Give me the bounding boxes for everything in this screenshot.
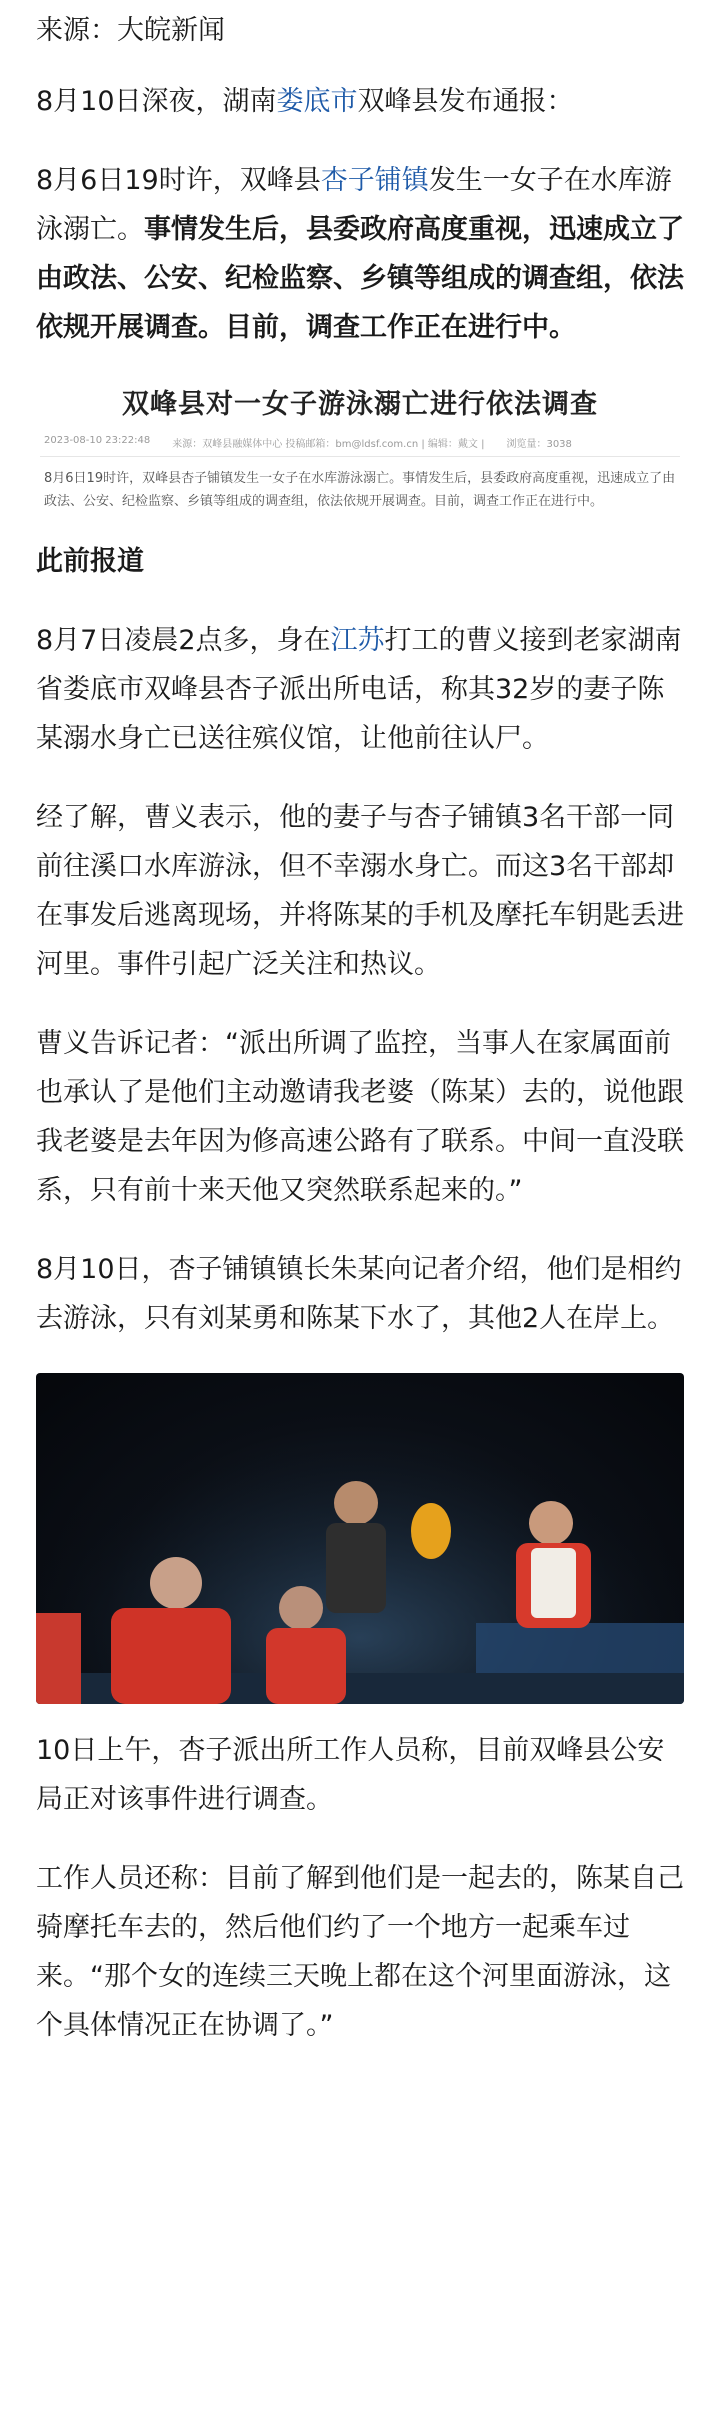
notice-views: 浏览量：3038 xyxy=(506,439,572,450)
paragraph-3: 曹义告诉记者：“派出所调了监控，当事人在家属面前也承认了是他们主动邀请我老婆（陈某）去的，说他跟我老婆是去年因为修高速公路有了联系。中间一直没联系，只有前十来天他又突然联系起来的。” xyxy=(36,1028,684,1206)
jiangsu-link[interactable]: 江苏 xyxy=(330,625,385,656)
notice-meta xyxy=(40,435,680,457)
rescue-photo[interactable] xyxy=(36,1373,684,1704)
section-heading: 此前报道 xyxy=(36,546,144,577)
report-text-after: 发生一女子在水库游泳溺亡。 xyxy=(36,165,672,245)
paragraph-2: 经了解，曹义表示，他的妻子与杏子铺镇3名干部一同前往溪口水库游泳，但不幸溺水身亡。而这3名干部却在事发后逃离现场，并将陈某的手机及摩托车钥匙丢进河里。事件引起广泛关注和热议。 xyxy=(36,802,684,980)
loudi-link[interactable]: 娄底市 xyxy=(276,86,358,117)
paragraph-6: 工作人员还称：目前了解到他们是一起去的，陈某自己骑摩托车去的，然后他们约了一个地方一起乘车过来。“那个女的连续三天晚上都在这个河里面游泳，这个具体情况正在协调了。” xyxy=(36,1863,684,2041)
report-paragraph xyxy=(36,156,684,352)
paragraph-5: 10日上午，杏子派出所工作人员称，目前双峰县公安局正对该事件进行调查。 xyxy=(36,1735,665,1815)
notice-screenshot xyxy=(36,382,684,513)
paragraph-4: 8月10日，杏子铺镇镇长朱某向记者介绍，他们是相约去游泳，只有刘某勇和陈某下水了，其他2人在岸上。 xyxy=(36,1254,682,1334)
intro-paragraph xyxy=(36,77,684,126)
p1-text-before: 8月7日凌晨2点多，身在 xyxy=(36,625,331,656)
notice-source: 来源：双峰县融媒体中心 投稿邮箱：bm@ldsf.com.cn | 编辑：戴文 | xyxy=(172,439,485,450)
rescue-photo-image xyxy=(36,1373,684,1704)
notice-title: 双峰县对一女子游泳溺亡进行依法调查 xyxy=(122,389,598,420)
intro-text-2: 双峰县发布通报： xyxy=(357,86,574,117)
source-line: 来源：大皖新闻 xyxy=(36,15,225,46)
p1-text-after: 打工的曹义接到老家湖南省娄底市双峰县杏子派出所电话，称其32岁的妻子陈某溺水身亡已送往殡仪馆，让他前往认尸。 xyxy=(36,625,682,754)
report-text-before: 8月6日19时许，双峰县 xyxy=(36,165,321,196)
notice-date: 2023-08-10 23:22:48 xyxy=(44,435,151,446)
notice-body: 8月6日19时许，双峰县杏子铺镇发生一女子在水库游泳溺亡。事情发生后，县委政府高度重视，迅速成立了由政法、公安、纪检监察、乡镇等组成的调查组，依法依规开展调查。目前，调查工作正在进行中。 xyxy=(44,471,676,509)
intro-text-1: 8月10日深夜，湖南 xyxy=(36,86,277,117)
paragraph-1 xyxy=(36,616,684,763)
xingzipu-link[interactable]: 杏子铺镇 xyxy=(320,165,429,196)
report-bold-text: 事情发生后，县委政府高度重视，迅速成立了由政法、公安、纪检监察、乡镇等组成的调查组，依法依规开展调查。目前，调查工作正在进行中。 xyxy=(36,214,684,343)
